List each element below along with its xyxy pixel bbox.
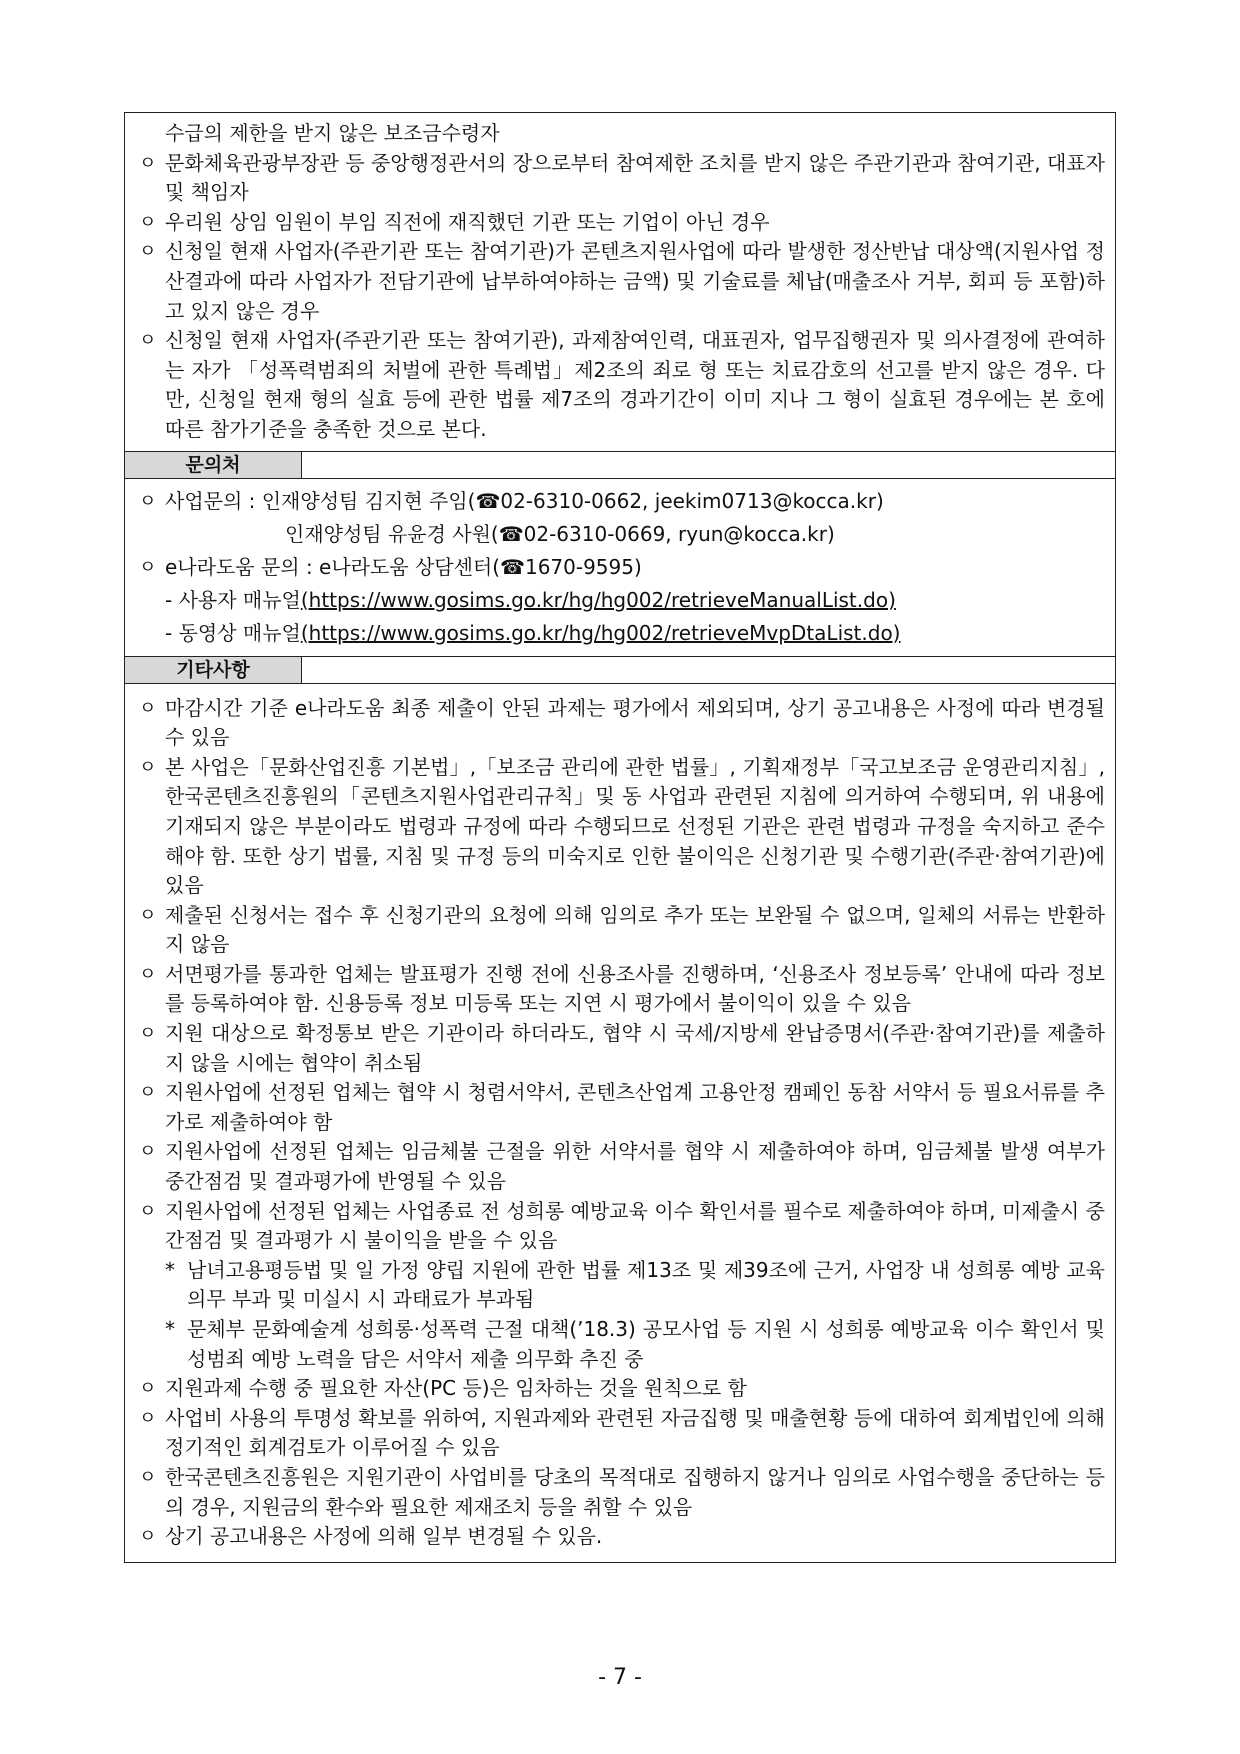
bullet-mark: ㅇ xyxy=(139,904,157,926)
etc-item: ㅇ 서면평가를 통과한 업체는 발표평가 진행 전에 신용조사를 진행하며, ‘신용조사 정보등록’ 안내에 따라 정보를 등록하여야 함. 신용등록 정보 미등록 또는 지연 시 평가에서 불이익이 있을 수 있음 xyxy=(139,961,1105,1016)
contact-header: 문의처 xyxy=(125,452,302,478)
etc-item: ㅇ 한국콘텐츠진흥원은 지원기관이 사업비를 당초의 목적대로 집행하지 않거나 임의로 사업수행을 중단하는 등의 경우, 지원금의 환수와 필요한 제재조치 등을 취할 수 있음 xyxy=(139,1464,1105,1519)
etc-note: * 문체부 문화예술계 성희롱·성폭력 근절 대책(’18.3) 공모사업 등 지원 시 성희롱 예방교육 이수 확인서 및 성범죄 예방 노력을 담은 서약서 제출 의무화 추진 중 xyxy=(165,1317,1105,1371)
etc-header-row xyxy=(125,656,1115,684)
bullet-mark: ㅇ xyxy=(139,1082,157,1104)
business-contact-second: 인재양성팀 유윤경 사원(☎02-6310-0669, ryun@kocca.kr) xyxy=(285,521,835,546)
etc-item: ㅇ 마감시간 기준 e나라도움 최종 제출이 안된 과제는 평가에서 제외되며, 상기 공고내용은 사정에 따라 변경될 수 있음 xyxy=(139,695,1105,750)
bullet-mark: ㅇ xyxy=(139,211,157,233)
note-mark: * xyxy=(165,1257,175,1282)
bullet-mark: ㅇ xyxy=(139,152,157,174)
document-frame xyxy=(124,112,1116,1563)
etc-item: ㅇ 지원사업에 선정된 업체는 임금체불 근절을 위한 서약서를 협약 시 제출하여야 하며, 임금체불 발생 여부가 중간점검 및 결과평가에 반영될 수 있음 xyxy=(139,1139,1105,1194)
video-manual-link[interactable]: (https://www.gosims.go.kr/hg/hg002/retrieveMvpDtaList.do) xyxy=(300,620,901,645)
etc-item: ㅇ 본 사업은「문화산업진흥 기본법」,「보조금 관리에 관한 법률」, 기획재정부「국고보조금 운영관리지침」, 한국콘텐츠진흥원의「콘텐츠지원사업관리규칙」및 동 사업과 관련된 지침에 의거하여 수행되며, 위 내용에 기재되지 않은 부분이라도 법령과 규정에 따라 수행되므로 선정된 기관은 관련 법령과 규정을 숙지하고 준수해야 함. 또한 상기 법률, 지침 및 규정 등의 미숙지로 인한 불이익은 신청기관 및 수행기관(주관·참여기관)에 있음 xyxy=(139,754,1105,898)
etc-header: 기타사항 xyxy=(125,657,302,683)
etc-item: ㅇ 제출된 신청서는 접수 후 신청기관의 요청에 의해 임의로 추가 또는 보완될 수 없으며, 일체의 서류는 반환하지 않음 xyxy=(139,902,1105,957)
continuation-line: 수급의 제한을 받지 않은 보조금수령자 xyxy=(165,121,500,145)
etc-item: ㅇ 지원 대상으로 확정통보 받은 기관이라 하더라도, 협약 시 국세/지방세 완납증명서(주관·참여기관)를 제출하지 않을 시에는 협약이 취소됨 xyxy=(139,1021,1105,1075)
etc-item: ㅇ 사업비 사용의 투명성 확보를 위하여, 지원과제와 관련된 자금집행 및 매출현황 등에 대하여 회계법인에 의해 정기적인 회계검토가 이루어질 수 있음 xyxy=(139,1405,1105,1460)
bullet-mark: ㅇ xyxy=(139,963,157,985)
bullet-mark: ㅇ xyxy=(139,556,157,578)
bullet-mark: ㅇ xyxy=(139,241,157,263)
video-manual-line: - 동영상 매뉴얼(https://www.gosims.go.kr/hg/hg002/retrieveMvpDtaList.do) xyxy=(165,620,901,645)
bullet-mark: ㅇ xyxy=(139,1526,157,1548)
etc-block xyxy=(125,684,1115,1562)
etc-note: * 남녀고용평등법 및 일 가정 양립 지원에 관한 법률 제13조 및 제39조에 근거, 사업장 내 성희롱 예방 교육 의무 부과 및 미실시 시 과태료가 부과됨 xyxy=(165,1257,1105,1312)
bullet-mark: ㅇ xyxy=(139,1200,157,1222)
contact-header-row xyxy=(125,451,1115,479)
etc-item: ㅇ 지원사업에 선정된 업체는 협약 시 청렴서약서, 콘텐츠산업계 고용안정 캠페인 동참 서약서 등 필요서류를 추가로 제출하여야 함 xyxy=(139,1080,1105,1134)
business-contact: ㅇ 사업문의 : 인재양성팀 김지현 주임(☎02-6310-0662, jeekim0713@kocca.kr) xyxy=(135,485,1105,518)
bullet-mark: ㅇ xyxy=(139,1407,157,1429)
etc-item: ㅇ 지원과제 수행 중 필요한 자산(PC 등)은 임차하는 것을 원칙으로 함 xyxy=(135,1374,1105,1404)
bullet-mark: ㅇ xyxy=(139,697,157,719)
bullet-mark: ㅇ xyxy=(139,1378,157,1400)
user-manual-link[interactable]: (https://www.gosims.go.kr/hg/hg002/retrieveManualList.do) xyxy=(300,587,896,612)
bullet-mark: ㅇ xyxy=(139,756,157,778)
eligibility-block xyxy=(125,113,1115,451)
eligibility-item: ㅇ 신청일 현재 사업자(주관기관 또는 참여기관), 과제참여인력, 대표권자, 업무집행권자 및 의사결정에 관여하는 자가 「성폭력범죄의 처벌에 관한 특례법」제2조의 죄로 형 또는 치료감호의 선고를 받지 않은 경우. 다만, 신청일 현재 형의 실효 등에 관한 법률 제7조의 경과기간이 이미 지나 그 형이 실효된 경우에는 본 호에 따른 참가기준을 충족한 것으로 본다. xyxy=(139,328,1105,441)
etc-item: ㅇ 상기 공고내용은 사정에 의해 일부 변경될 수 있음. xyxy=(135,1522,1105,1552)
user-manual-line: - 사용자 매뉴얼(https://www.gosims.go.kr/hg/hg002/retrieveManualList.do) xyxy=(165,587,896,612)
bullet-mark: ㅇ xyxy=(139,490,157,512)
bullet-mark: ㅇ xyxy=(139,330,157,352)
eligibility-item: ㅇ 신청일 현재 사업자(주관기관 또는 참여기관)가 콘텐츠지원사업에 따라 발생한 정산반납 대상액(지원사업 정산결과에 따라 사업자가 전담기관에 납부하여야하는 금액) 및 기술료를 체납(매출조사 거부, 회피 등 포함)하고 있지 않은 경우 xyxy=(139,239,1105,323)
eligibility-item: ㅇ 우리원 상임 임원이 부임 직전에 재직했던 기관 또는 기업이 아닌 경우 xyxy=(135,208,1105,238)
eligibility-item: ㅇ 문화체육관광부장관 등 중앙행정관서의 장으로부터 참여제한 조치를 받지 않은 주관기관과 참여기관, 대표자 및 책임자 xyxy=(139,150,1105,205)
enara-contact: ㅇ e나라도움 문의 : e나라도움 상담센터(☎1670-9595) xyxy=(135,551,1105,584)
note-mark: * xyxy=(165,1317,175,1341)
contact-block xyxy=(125,479,1115,656)
bullet-mark: ㅇ xyxy=(139,1141,157,1163)
bullet-mark: ㅇ xyxy=(139,1023,157,1045)
etc-item: ㅇ 지원사업에 선정된 업체는 사업종료 전 성희롱 예방교육 이수 확인서를 필수로 제출하여야 하며, 미제출시 중간점검 및 결과평가 시 불이익을 받을 수 있음 xyxy=(139,1198,1105,1253)
page-number: - 7 - xyxy=(598,1665,642,1690)
bullet-mark: ㅇ xyxy=(139,1466,157,1488)
